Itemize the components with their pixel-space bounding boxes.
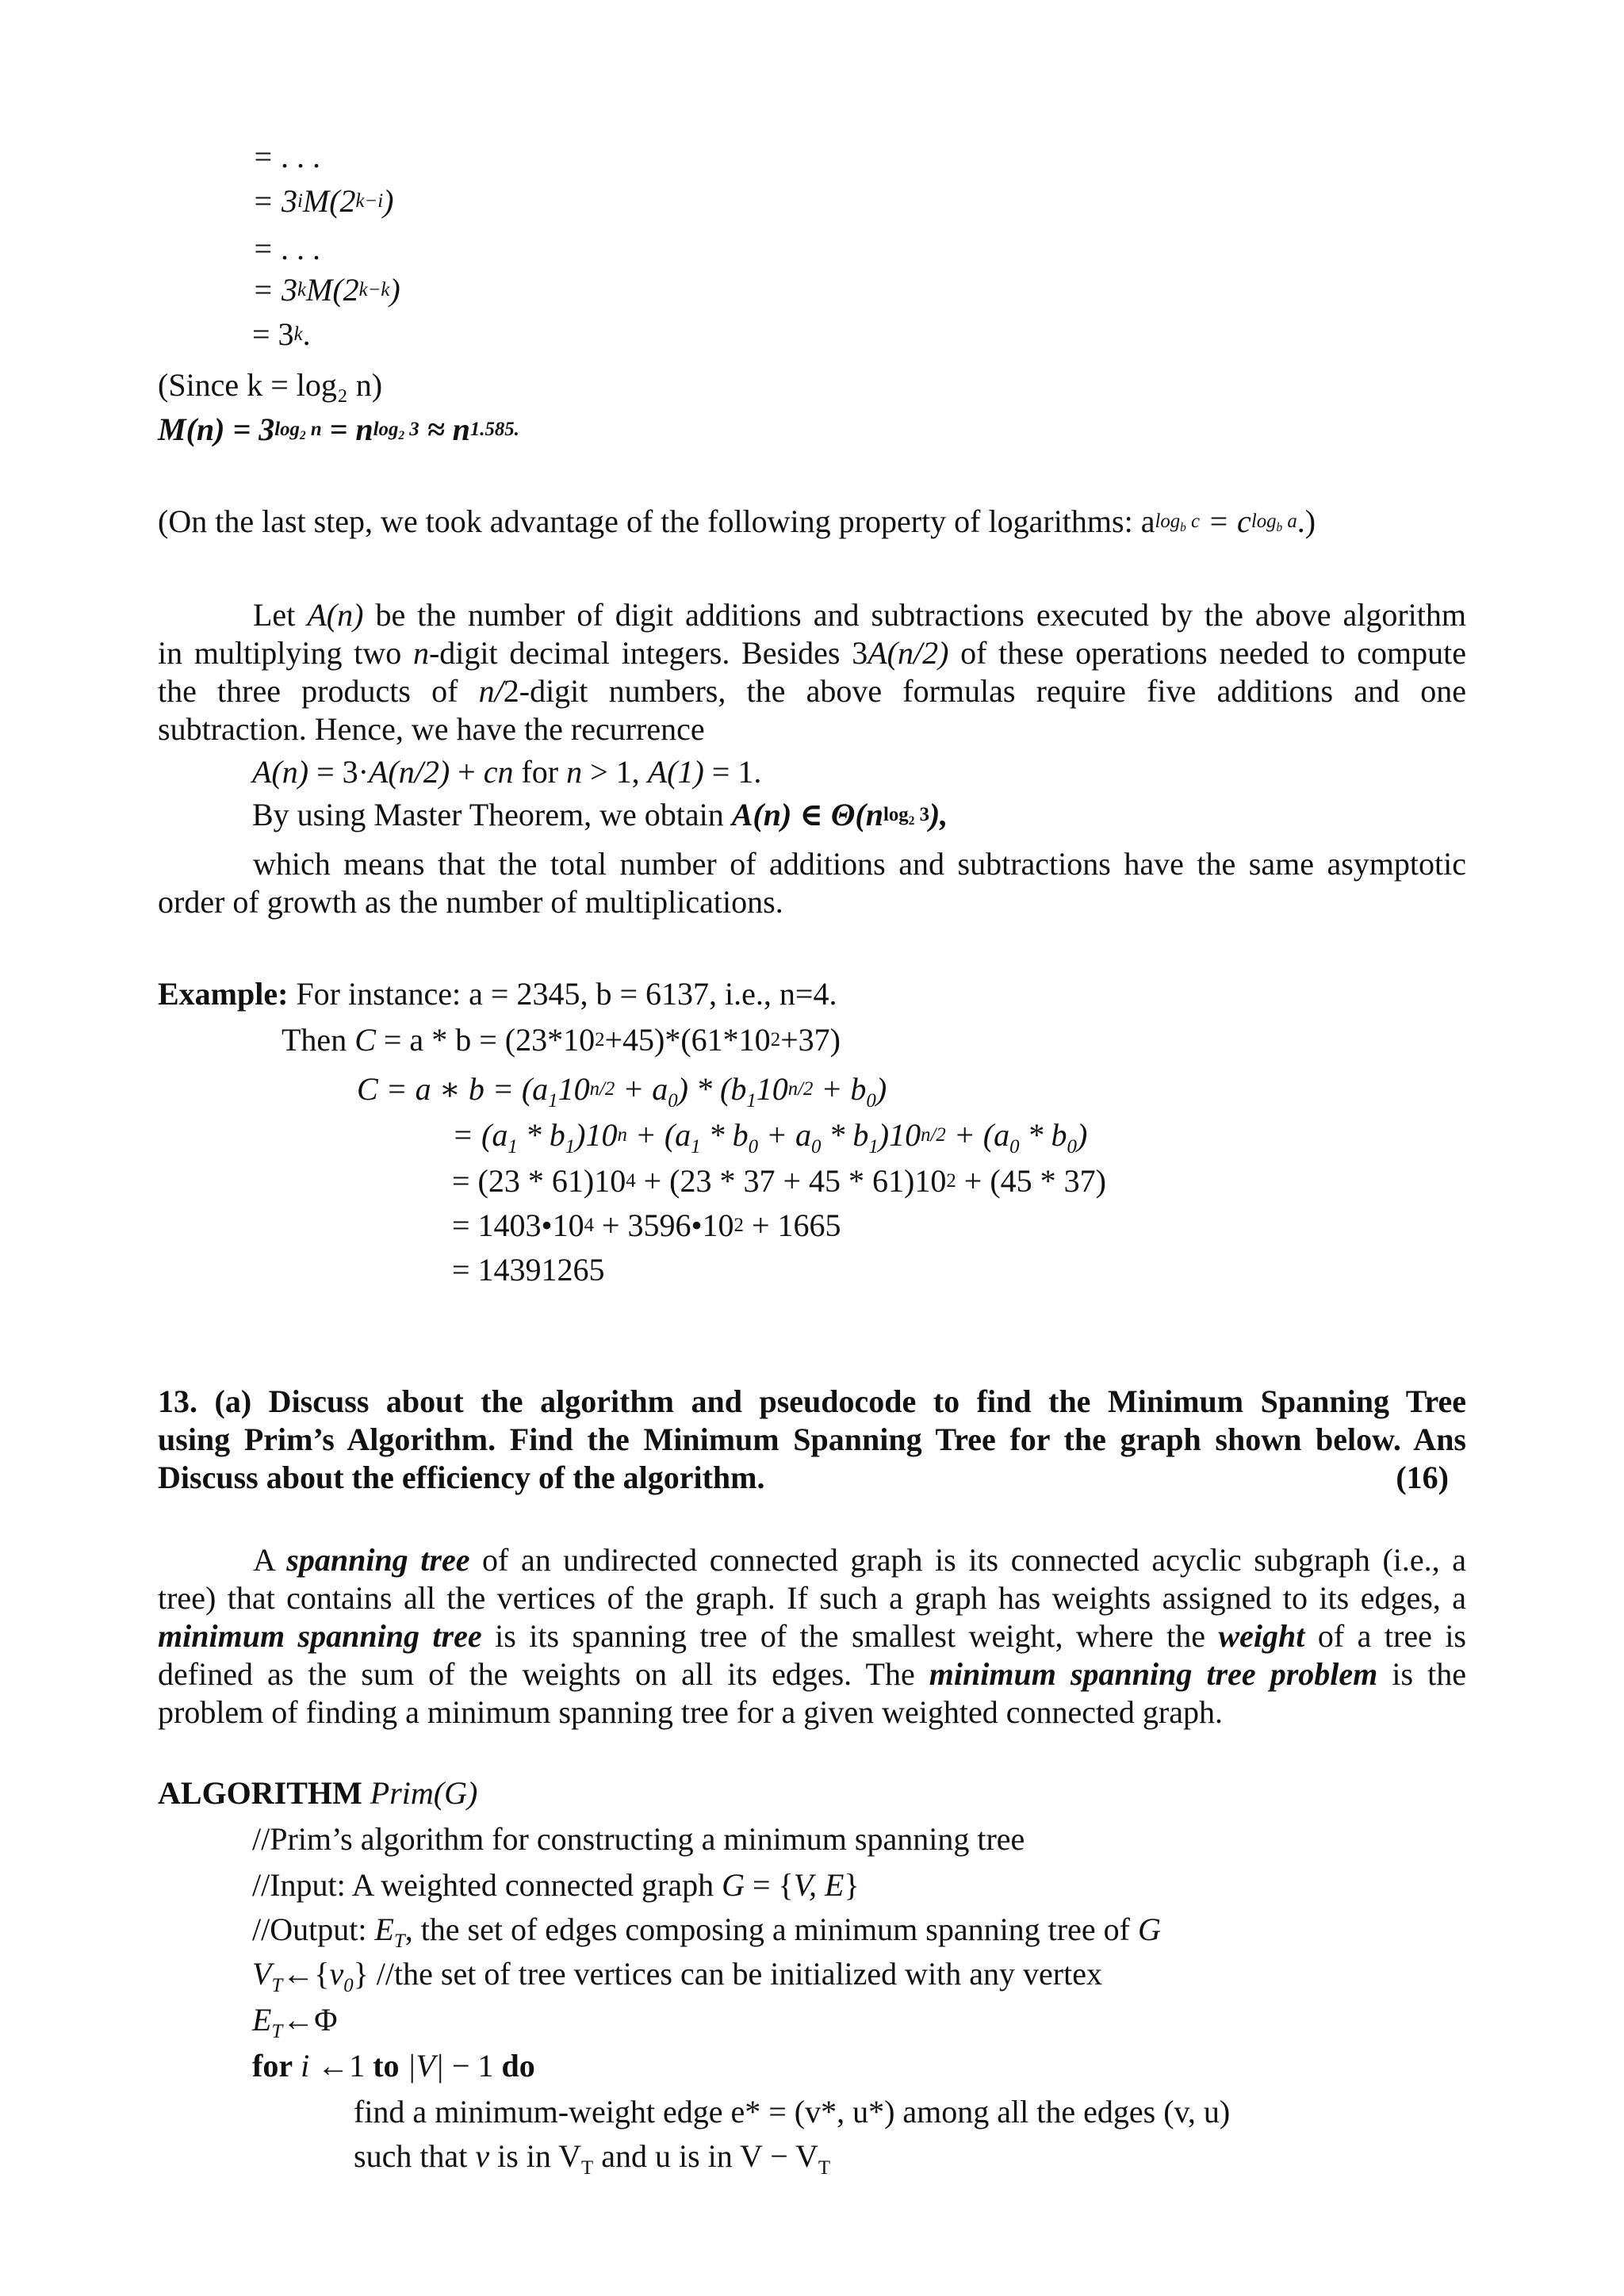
text: order of growth as the number of multiplications. [158,884,783,920]
math: C [354,1022,376,1058]
text: ←{ [282,1956,330,1992]
sup: a [1282,510,1297,532]
expr: . [302,316,311,352]
math: |V| [399,2048,452,2084]
since-line [158,366,382,404]
algo-such-that-line [354,2137,831,2179]
para-row [158,1617,1466,1655]
text: = a * b = (23*10 [375,1022,596,1058]
text: = 1. [703,754,762,790]
text: such that [354,2138,476,2174]
math: + a [757,1117,811,1153]
sup: c [1185,510,1201,532]
text: -digit decimal integers. Besides 3 [428,635,868,671]
term: spanning tree [286,1542,470,1578]
log-property-text: (On the last step, we took advantage of the following property of logarithms: a [158,503,1155,539]
additions-paragraph [158,596,1466,748]
example-expand-line [452,1116,1088,1158]
sup: k [293,323,303,345]
text: } [844,1867,860,1903]
question-heading [158,1383,1466,1497]
sub: T [271,1974,283,1996]
text: of these operations needed to compute [948,635,1467,671]
algo-comment-2 [252,1866,860,1904]
sup: 2 [595,1028,605,1050]
sup: 4 [626,1169,636,1192]
math: cn [483,754,514,790]
math: A(n/2) [868,635,949,671]
math: G [1137,1911,1161,1947]
sub: 0 [1067,1135,1077,1158]
expr: ) [383,183,394,219]
math: A(n) ∈ Θ(n [731,797,883,832]
math: ) [875,1071,887,1107]
algo-find-line [354,2093,1230,2131]
math: A(n) [307,597,364,633]
example-sum-line [452,1207,841,1245]
math: v [329,1956,344,1992]
math: 10 [756,1071,788,1107]
sub: T [393,1930,405,1952]
derivation-line-5 [252,316,311,354]
text: + 3596•10 [593,1207,734,1243]
sub: T [271,2020,283,2042]
growth-paragraph [158,845,1466,921]
sup: k−i [355,189,384,212]
text: +45)*(61*10 [604,1022,771,1058]
sub: 2 [398,429,405,443]
para-row [158,672,1466,710]
math: * b [517,1117,565,1153]
sup: 3 [404,418,419,440]
sub: 0 [343,1974,354,1996]
text: = 1403•10 [452,1207,584,1243]
text: 13. (a) Discuss about the algorithm and pseudocode to find the Minimum Spanning Tree [158,1383,1466,1419]
expr: = 3 [252,183,297,219]
math: ) [1076,1117,1088,1153]
sub: 0 [748,1135,758,1158]
term: weight [1218,1618,1305,1654]
expr: M(2 [302,183,356,219]
keyword: do [501,2048,535,2084]
sup: 2 [770,1028,781,1050]
text: ←Φ [282,2002,338,2038]
text: } //the set of tree vertices can be initialized with any vertex [353,1956,1102,1992]
math: ) * (b [677,1071,747,1107]
keyword: for [252,2048,293,2084]
text: is the [1377,1656,1467,1692]
example-line [158,975,837,1013]
algo-et-line [252,2001,338,2042]
sup: log [883,803,909,825]
derivation-line-1 [252,138,321,176]
mn-result-line [158,411,519,449]
derivation-line-3 [252,230,321,268]
para-row [158,634,1466,672]
ellipsis: = . . . [252,139,321,174]
sub: 0 [1009,1135,1020,1158]
math: = (a [452,1117,508,1153]
example-then-line [282,1021,841,1059]
text: //Prim’s algorithm for constructing a minimum spanning tree [252,1821,1025,1857]
algo-comment-3 [252,1911,1161,1952]
example-result-line [452,1251,605,1289]
para-row [158,883,1466,921]
sup: 4 [584,1214,594,1236]
text: tree) that contains all the vertices of the graph. If such a graph has weights assigned to its edges, a [158,1580,1466,1616]
sup: n [617,1123,627,1146]
expr: = 3 [252,316,294,352]
sub: 1 [508,1135,518,1158]
sup: log [1155,510,1181,532]
text: = 14391265 [452,1252,605,1288]
math: )10 [878,1117,921,1153]
text: //Output: [252,1911,375,1947]
example-c-line [357,1070,887,1112]
algo-vt-line [252,1955,1102,1996]
sup: n/2 [921,1123,946,1146]
spanning-tree-paragraph [158,1541,1466,1732]
text: is its spanning tree of the smallest weight, where the [481,1618,1219,1654]
term: minimum spanning tree problem [929,1656,1378,1692]
math: n [566,754,583,790]
math: A(1) [647,754,704,790]
algo-comment-1 [252,1820,1025,1858]
text: + [450,754,484,790]
text: subtraction. Hence, we have the recurrence [158,711,705,747]
math: + b [813,1071,867,1107]
math: E [252,2002,272,2038]
math: + (a [626,1117,691,1153]
text: find a minimum-weight edge e* = (v*, u*) among all the edges (v, u) [354,2094,1231,2130]
marks: (16) [1396,1460,1449,1495]
recurrence-line [252,753,761,791]
text: + (45 * 37) [956,1163,1106,1199]
text: = 3· [308,754,369,790]
text: Discuss about the efficiency of the algorithm. [158,1460,765,1495]
expr: ) [389,272,400,308]
log-property-line [158,503,1316,541]
text: in multiplying two [158,635,413,671]
sub: 1 [746,1089,756,1112]
para-row [158,596,1466,634]
text: problem of finding a minimum spanning tree for a given weighted connected graph. [158,1694,1223,1730]
sup: n/2 [589,1077,615,1100]
text: for [513,754,567,790]
math: ), [929,797,948,832]
text: of an undirected connected graph is its connected acyclic subgraph (i.e., a [469,1542,1466,1578]
algo-for-line [252,2047,535,2085]
text: +37) [780,1022,841,1058]
sup: i [297,189,303,212]
math: n [412,635,429,671]
sup: n [305,418,322,440]
sup: log [1251,510,1277,532]
text: and u is in V − V [593,2138,818,2174]
math: v [475,2138,490,2174]
sub: 0 [866,1089,876,1112]
keyword: ALGORITHM [158,1775,362,1811]
math: E [374,1911,394,1947]
expr: M(2 [306,272,359,308]
sup: log [274,418,300,440]
math: + (a [945,1117,1010,1153]
sub: T [818,2156,831,2179]
math: V [252,1956,272,1992]
expr: .) [1297,503,1316,539]
math: V, E [793,1867,845,1903]
sup: k−k [358,278,390,300]
math: n/ [478,673,504,709]
text: ←1 [317,2048,373,2084]
term: minimum spanning tree [158,1618,482,1654]
text: Then [282,1022,355,1058]
sub: 1 [565,1135,576,1158]
text: be the number of digit additions and subtractions executed by the above algorithm [363,597,1466,633]
text: = { [744,1867,794,1903]
since-text: (Since k = log₂ n) [158,367,383,403]
expr: = 3 [252,272,297,308]
text: − 1 [451,2048,502,2084]
sub: 1 [691,1135,701,1158]
sup: log [373,418,399,440]
sub: 2 [299,429,306,443]
sub: 0 [810,1135,822,1158]
text: , the set of edges composing a minimum spanning tree of [404,1911,1138,1947]
sup: 1.585. [469,418,519,440]
math: 10 [557,1071,590,1107]
sup: 2 [946,1169,956,1192]
sup: n/2 [787,1077,814,1100]
question-row [158,1383,1466,1421]
text: A [253,1542,287,1578]
text: = (23 * 61)10 [452,1163,626,1199]
math: )10 [575,1117,618,1153]
sub: 1 [868,1135,879,1158]
sub: 1 [548,1089,558,1112]
derivation-line-4 [252,271,400,309]
question-row [158,1459,1466,1497]
algorithm-header [158,1774,477,1812]
text: For instance: a = 2345, b = 6137, i.e., n=4. [288,976,837,1012]
sub: b [1180,521,1186,535]
sup: k [297,278,307,300]
math: G [722,1867,745,1903]
math: * b [821,1117,869,1153]
para-row [158,710,1466,748]
expr: = c [1200,503,1251,539]
expr: ≈ n [419,411,470,447]
master-theorem-line [252,796,948,834]
sub: T [581,2156,594,2179]
text: 2-digit numbers, the above formulas require five additions and one [503,673,1466,709]
text: using Prim’s Algorithm. Find the Minimum Spanning Tree for the graph shown below. Ans [158,1422,1466,1457]
text: + 1665 [743,1207,841,1243]
math: * b [700,1117,749,1153]
question-row [158,1421,1466,1459]
math: i [293,2048,318,2084]
keyword: to [373,2048,400,2084]
text: > 1, [582,754,648,790]
ellipsis: = . . . [252,231,321,266]
math: A(n/2) [368,754,450,790]
para-row [158,1541,1466,1579]
text: Let [253,597,308,633]
text: //Input: A weighted connected graph [252,1867,722,1903]
sup: 2 [733,1214,744,1236]
math: A(n) [252,754,309,790]
derivation-line-2 [252,182,394,220]
algorithm-name: Prim(G) [362,1775,478,1811]
example-label: Example: [158,976,289,1012]
text: the three products of [158,673,479,709]
para-row [158,1693,1466,1732]
para-row [158,845,1466,883]
expr: = n [321,411,373,447]
para-row [158,1579,1466,1617]
text: is in V [489,2138,582,2174]
math: + a [615,1071,668,1107]
sup: 3 [914,803,929,825]
sub: b [1276,521,1283,535]
para-row [158,1655,1466,1693]
expr: M(n) = 3 [158,411,275,447]
example-numeric-line [452,1162,1106,1200]
sub: 2 [908,814,915,828]
text: which means that the total number of additions and subtractions have the same asymptotic [253,846,1466,882]
math: C = a ∗ b = (a [357,1071,549,1107]
text: + (23 * 37 + 45 * 61)10 [635,1163,947,1199]
math: * b [1019,1117,1067,1153]
text: By using Master Theorem, we obtain [252,797,732,832]
text: defined as the sum of the weights on all its edges. The [158,1656,929,1692]
sub: 0 [668,1089,678,1112]
text: of a tree is [1304,1618,1467,1654]
